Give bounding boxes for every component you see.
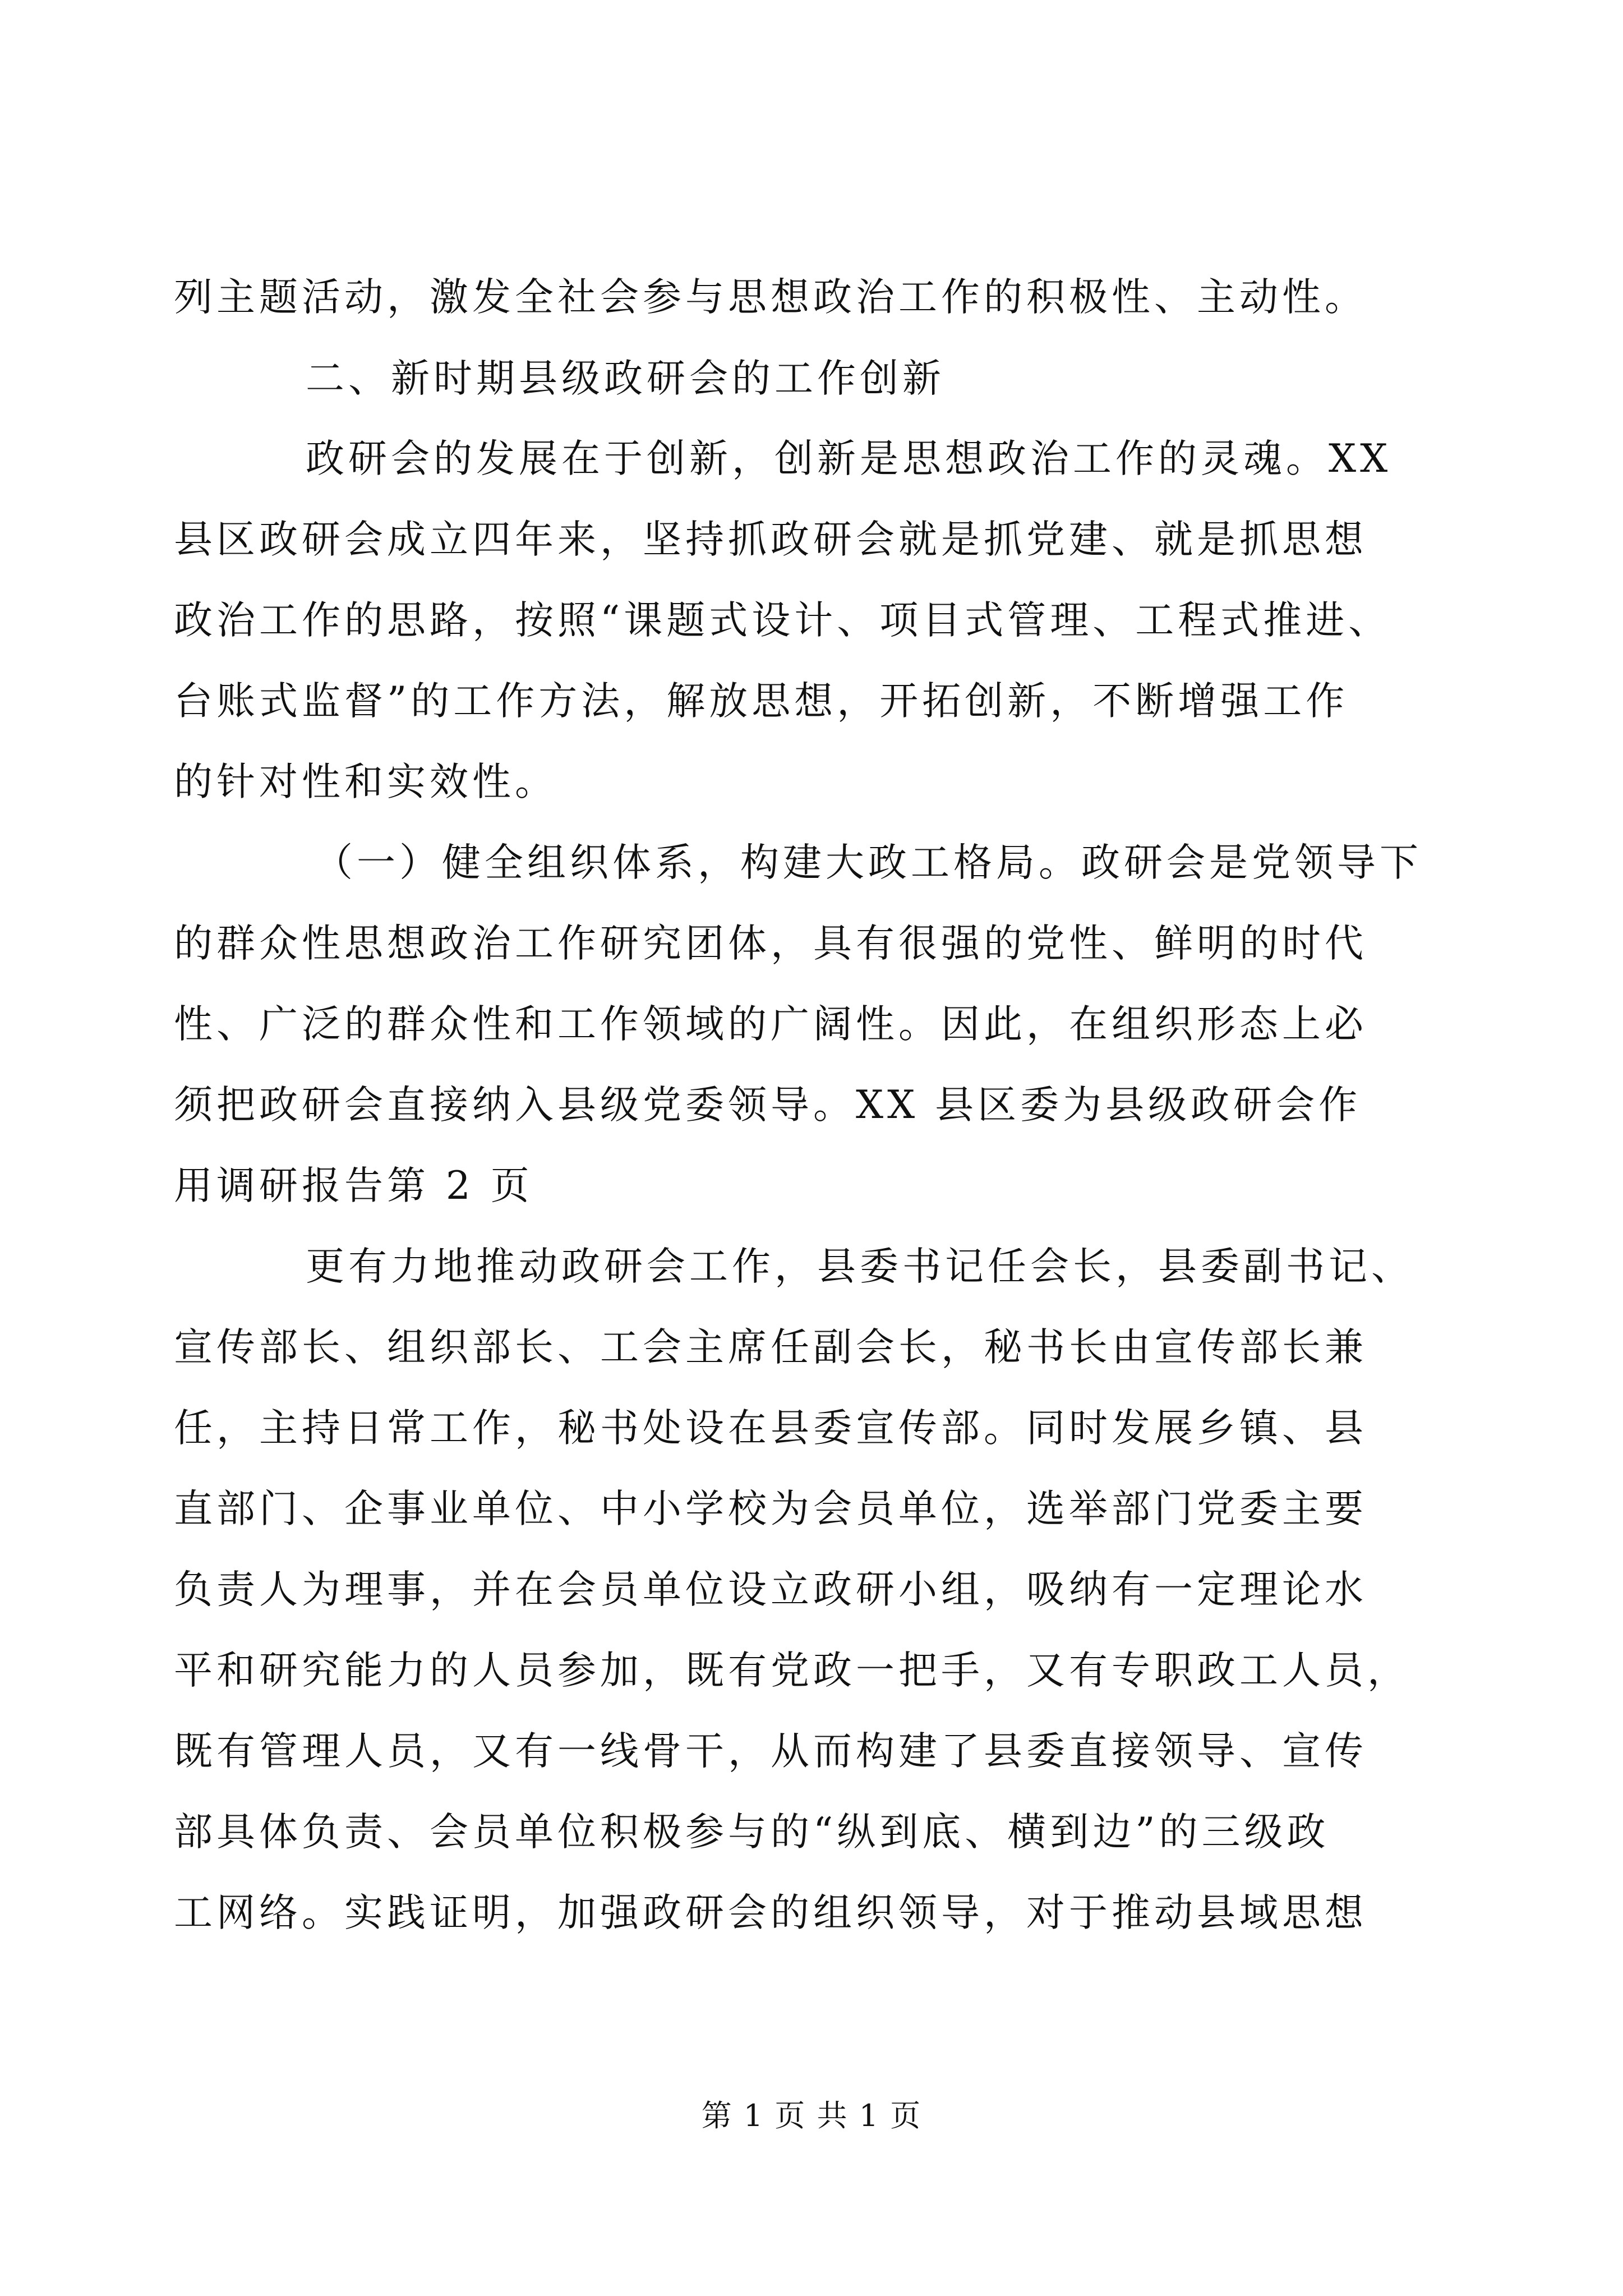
paragraph-line: 台账式监督”的工作方法，解放思想，开拓创新，不断增强工作 xyxy=(174,679,1349,724)
paragraph-line: 用调研报告第 2 页 xyxy=(174,1163,533,1208)
paragraph-line: 政研会的发展在于创新，创新是思想政治工作的灵魂。XX xyxy=(306,436,1392,481)
paragraph-line: 部具体负责、会员单位积极参与的“纵到底、横到边”的三级政 xyxy=(174,1810,1330,1855)
paragraph-line: 任，主持日常工作，秘书处设在县委宣传部。同时发展乡镇、县 xyxy=(174,1406,1367,1451)
paragraph-line: 政治工作的思路，按照“课题式设计、项目式管理、工程式推进、 xyxy=(174,598,1391,643)
paragraph-line: 的针对性和实效性。 xyxy=(174,760,557,804)
page-footer: 第 1 页 共 1 页 xyxy=(701,2098,922,2133)
paragraph-line: 平和研究能力的人员参加，既有党政一把手，又有专职政工人员， xyxy=(174,1648,1410,1693)
paragraph-line: 负责人为理事，并在会员单位设立政研小组，吸纳有一定理论水 xyxy=(174,1567,1367,1612)
paragraph-line: （一）健全组织体系，构建大政工格局。政研会是党领导下 xyxy=(314,840,1422,885)
paragraph-line: 的群众性思想政治工作研究团体，具有很强的党性、鲜明的时代 xyxy=(174,921,1367,966)
paragraph-line: 性、广泛的群众性和工作领域的广阔性。因此，在组织形态上必 xyxy=(174,1002,1367,1047)
section-heading: 二、新时期县级政研会的工作创新 xyxy=(306,356,945,401)
paragraph-line: 县区政研会成立四年来，坚持抓政研会就是抓党建、就是抓思想 xyxy=(174,517,1367,562)
paragraph-line: 直部门、企事业单位、中小学校为会员单位，选举部门党委主要 xyxy=(174,1487,1367,1531)
paragraph-line: 更有力地推动政研会工作，县委书记任会长，县委副书记、 xyxy=(306,1244,1414,1289)
paragraph-line: 列主题活动，激发全社会参与思想政治工作的积极性、主动性。 xyxy=(174,275,1367,320)
paragraph-line: 须把政研会直接纳入县级党委领导。XX 县区委为县级政研会作 xyxy=(174,1083,1362,1128)
paragraph-line: 既有管理人员，又有一线骨干，从而构建了县委直接领导、宣传 xyxy=(174,1729,1367,1774)
paragraph-line: 宣传部长、组织部长、工会主席任副会长，秘书长由宣传部长兼 xyxy=(174,1325,1367,1370)
paragraph-line: 工网络。实践证明，加强政研会的组织领导，对于推动县域思想 xyxy=(174,1890,1367,1935)
